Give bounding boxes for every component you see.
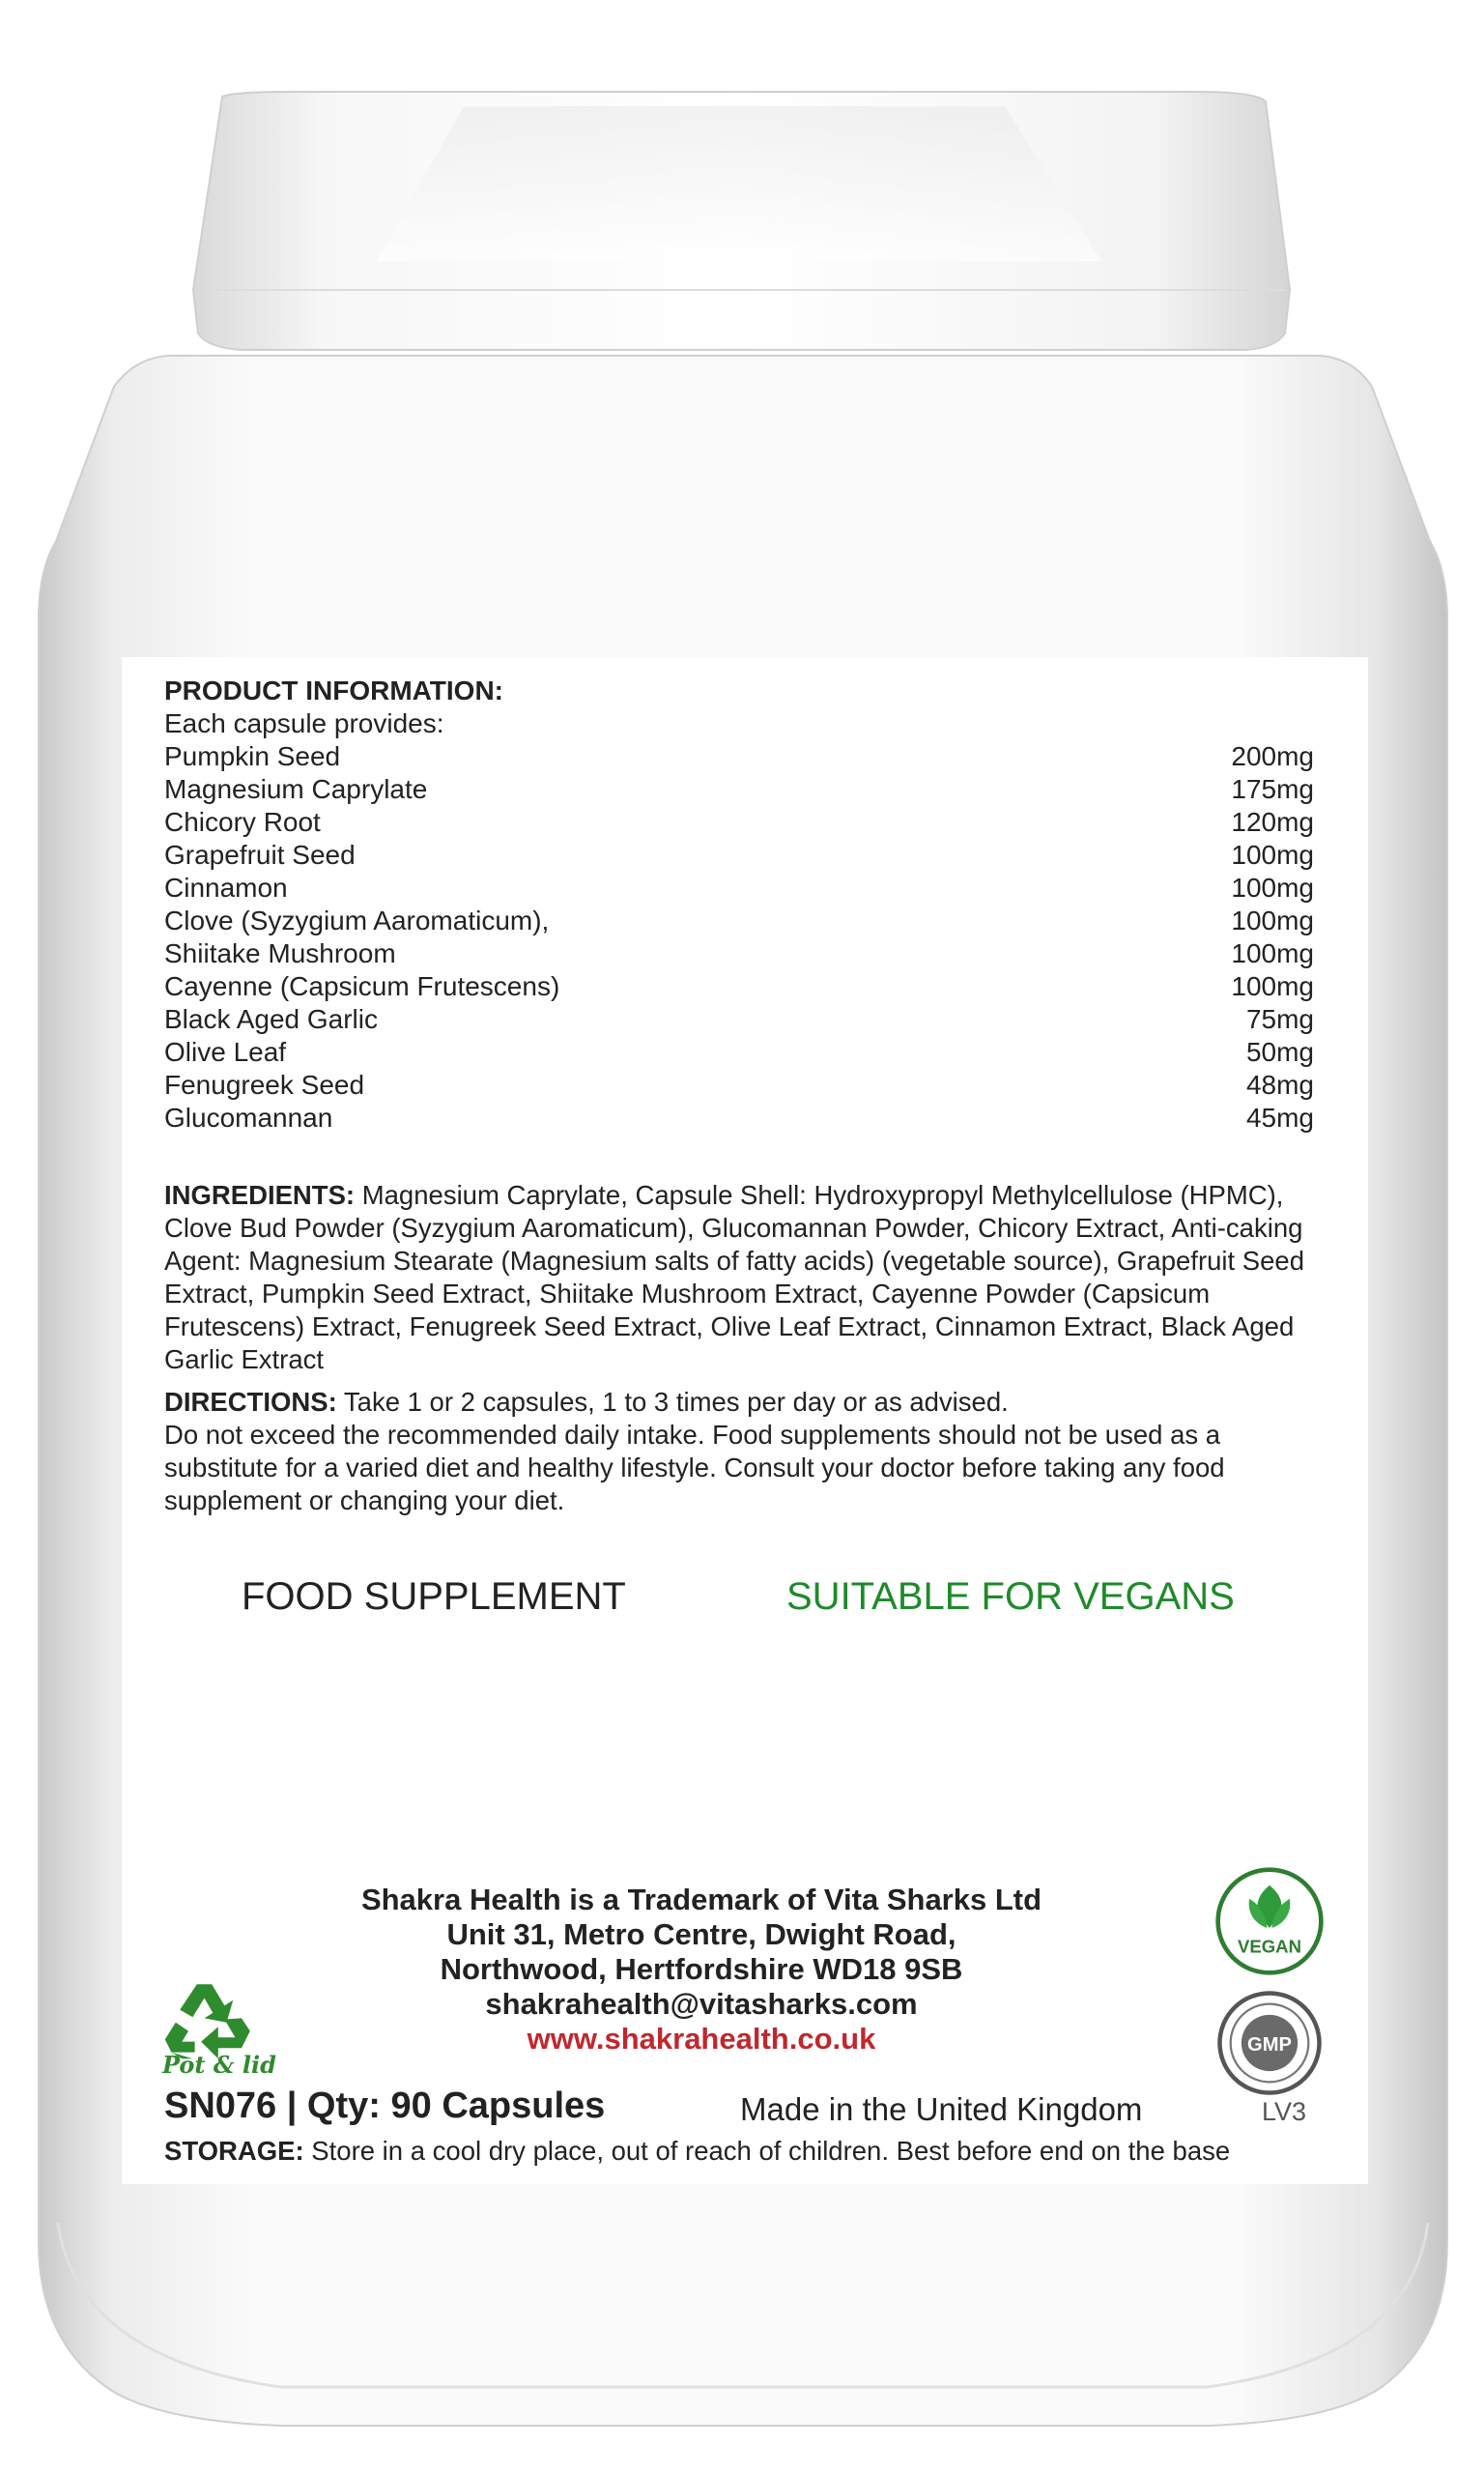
company-line1: Shakra Health is a Trademark of Vita Sharks Ltd [360, 1883, 1042, 1916]
storage-instructions: Store in a cool dry place, out of reach of children. Best before end on the base [303, 2136, 1231, 2166]
company-line2: Unit 31, Metro Centre, Dwight Road, [446, 1917, 956, 1951]
nutrient-name: Glucomannan [164, 1103, 333, 1133]
nutrient-amount: 100mg [1231, 938, 1314, 968]
nutrient-row [164, 1102, 1314, 1135]
nutrient-row [164, 970, 1314, 1003]
ingredients-text: Magnesium Caprylate, Capsule Shell: Hydroxypropyl Methylcellulose (HPMC), Clove Bud Powder (Syzygium Aaromaticum), Glucomannan Powder, Chicory Extract, Anti-caking Agent: Magnesium Stearate (Magnesium salts of fatty acids) (vegetable source), Grapefruit Seed Extract, Pumpkin Seed Extract, Shiitake Mushroom Extract, Cayenne Powder (Capsicum Frutescens) Extract, Fenugreek Seed Extract, Olive Leaf Extract, Cinnamon Extract, Black Aged Garlic Extract [164, 1180, 1305, 1374]
nutrient-row [164, 1069, 1314, 1102]
product-label [122, 657, 1368, 2184]
nutrient-row [164, 1003, 1314, 1036]
product-info-title: PRODUCT INFORMATION: [164, 676, 503, 705]
vegan-badge-icon [1213, 1865, 1326, 1977]
nutrient-row [164, 806, 1314, 839]
directions-warning: Do not exceed the recommended daily intake. Food supplements should not be used as a substitute for a varied diet and healthy lifestyle. Consult your doctor before taking any food supplement or changing your diet. [164, 1420, 1225, 1515]
nutrient-row [164, 773, 1314, 806]
nutrient-name: Chicory Root [164, 807, 321, 837]
sku-quantity: SN076 | Qty: 90 Capsules [164, 2086, 606, 2126]
nutrient-row [164, 905, 1314, 937]
ingredients-paragraph [164, 1179, 1333, 1376]
nutrient-amount: 200mg [1231, 741, 1314, 771]
nutrient-name: Magnesium Caprylate [164, 774, 428, 804]
company-email: shakrahealth@vitasharks.com [485, 1987, 918, 2021]
nutrient-name: Olive Leaf [164, 1037, 287, 1067]
nutrient-row [164, 937, 1314, 970]
nutrient-amount: 120mg [1231, 807, 1314, 837]
nutrient-name: Cayenne (Capsicum Frutescens) [164, 971, 560, 1001]
nutrient-row [164, 1036, 1314, 1069]
gmp-badge-icon [1215, 1989, 1324, 2097]
food-supplement-text: FOOD SUPPLEMENT [242, 1575, 626, 1618]
storage-text [164, 2136, 1230, 2167]
gmp-badge-text: GMP [1247, 2033, 1292, 2056]
product-info-subtitle: Each capsule provides: [164, 708, 444, 738]
suitable-for-vegans-text: SUITABLE FOR VEGANS [786, 1575, 1235, 1618]
nutrient-amount: 75mg [1245, 1004, 1314, 1034]
nutrient-name: Fenugreek Seed [164, 1070, 365, 1100]
company-line3: Northwood, Hertfordshire WD18 9SB [440, 1952, 963, 1986]
nutrient-amount: 100mg [1231, 840, 1314, 870]
nutrient-amount: 48mg [1245, 1070, 1314, 1100]
nutrient-name: Pumpkin Seed [164, 741, 341, 771]
vegan-badge-text: VEGAN [1238, 1936, 1301, 1957]
nutrient-amount: 100mg [1231, 906, 1314, 935]
nutrient-row [164, 839, 1314, 872]
nutrient-name: Cinnamon [164, 873, 288, 903]
nutrient-name: Clove (Syzygium Aaromaticum), [164, 906, 550, 935]
nutrient-row [164, 872, 1314, 905]
recycle-caption: Pot & lid [162, 2051, 276, 2079]
nutrient-name: Grapefruit Seed [164, 840, 356, 870]
storage-label: STORAGE: [164, 2136, 304, 2166]
nutrient-amount: 100mg [1231, 971, 1314, 1001]
directions-label: DIRECTIONS: [164, 1387, 337, 1417]
directions-paragraph [164, 1386, 1333, 1517]
nutrient-amount: 100mg [1231, 873, 1314, 903]
nutrient-row [164, 740, 1314, 773]
directions-text: Take 1 or 2 capsules, 1 to 3 times per day or as advised. [336, 1387, 1009, 1417]
nutrient-amount: 50mg [1245, 1037, 1314, 1067]
made-in-text: Made in the United Kingdom [740, 2091, 1143, 2127]
nutrient-name: Black Aged Garlic [164, 1004, 378, 1034]
nutrient-name: Shiitake Mushroom [164, 938, 396, 968]
nutrient-amount: 175mg [1231, 774, 1314, 804]
ingredients-label: INGREDIENTS: [164, 1180, 356, 1210]
label-version: LV3 [1262, 2097, 1307, 2126]
nutrient-amount: 45mg [1245, 1103, 1314, 1133]
company-website: www.shakrahealth.co.uk [527, 2022, 876, 2056]
